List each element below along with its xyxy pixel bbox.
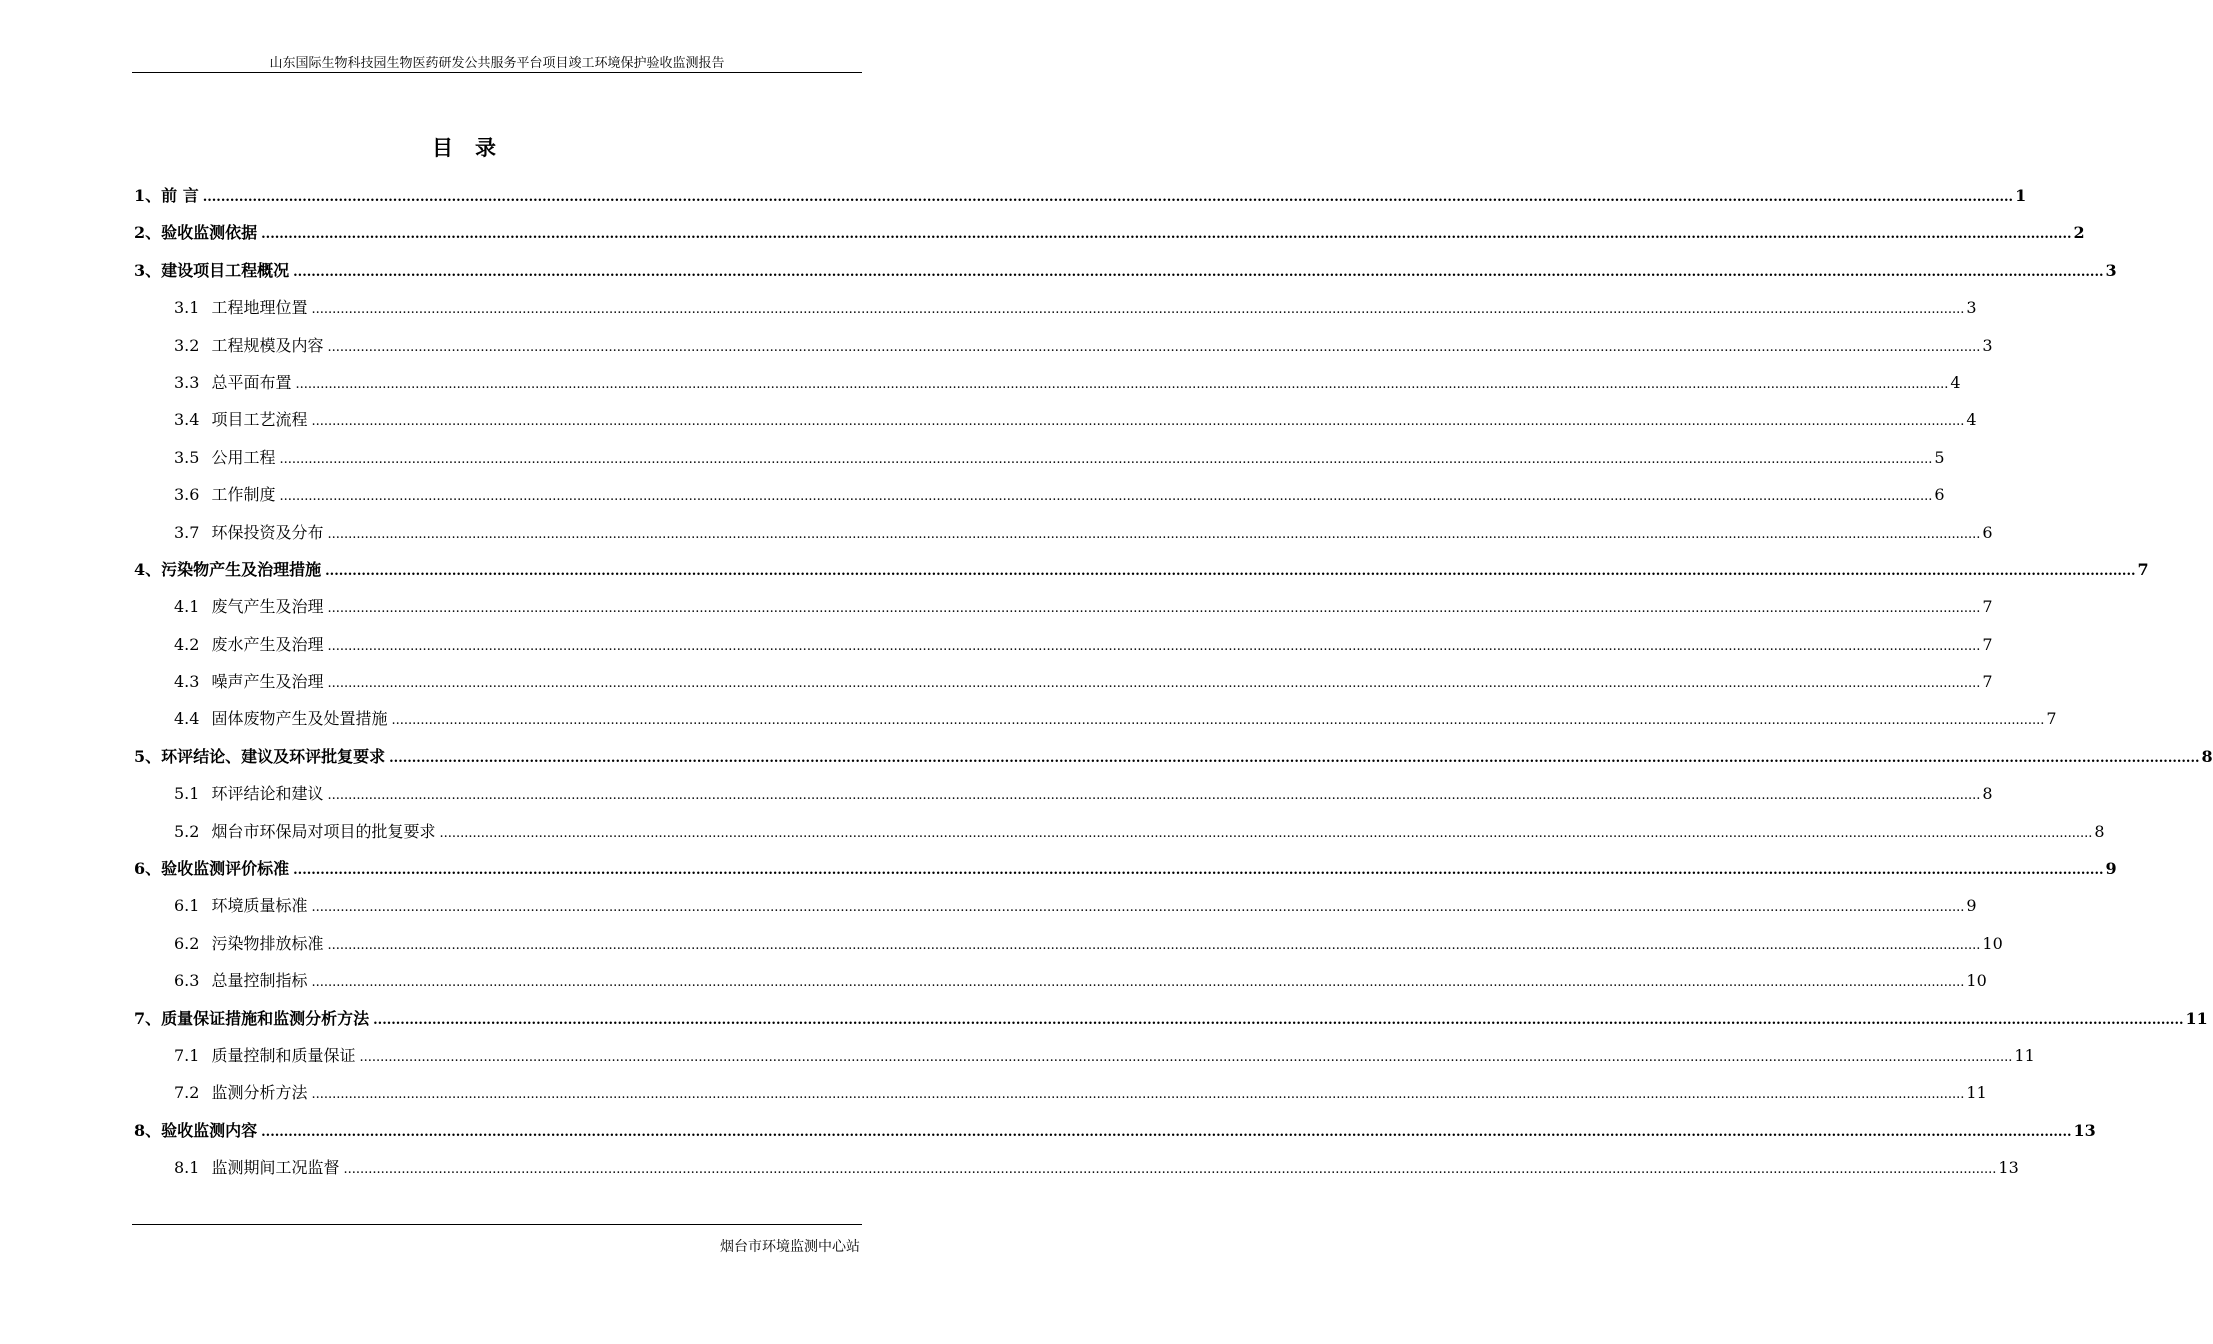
toc-leader-dots: ................................................................................................................................................................................................................................................................................................................................................................................................................ <box>327 638 1981 654</box>
toc-leader-dots: ................................................................................................................................................................................................................................................................................................................................................................................................................ <box>311 414 1965 430</box>
toc-entry-label <box>174 401 311 438</box>
toc-entry-page: 3 <box>2105 260 2117 280</box>
toc-entry-text: 环评结论和建议 <box>211 784 324 804</box>
toc-entry-page: 13 <box>2073 1120 2096 1140</box>
toc-entry-page: 9 <box>1966 896 1977 916</box>
toc-entry-text: 建设项目工程概况 <box>161 260 290 280</box>
toc-entry-page: 11 <box>1966 1083 1987 1103</box>
toc-entry-label <box>174 588 327 625</box>
toc-entry-text: 质量保证措施和监测分析方法 <box>161 1008 370 1028</box>
toc-entry-text: 污染物产生及治理措施 <box>161 559 322 579</box>
toc-entry-label <box>174 1037 359 1074</box>
toc-entry-text: 烟台市环保局对项目的批复要求 <box>211 821 436 841</box>
toc-leader-dots: ................................................................................................................................................................................................................................................................................................................................................................................................................ <box>261 227 2072 243</box>
toc-entry-number: 6.3 <box>174 971 200 991</box>
toc-title: 目录 <box>432 135 518 160</box>
toc-entry-page: 5 <box>1934 447 1945 467</box>
toc-entry[interactable] <box>134 439 1945 476</box>
toc-entry-text: 环境质量标准 <box>211 896 308 916</box>
toc-entry-label <box>134 214 261 251</box>
toc-entry-text: 总平面布置 <box>211 372 292 392</box>
toc-entry-text: 质量控制和质量保证 <box>211 1045 356 1065</box>
toc-leader-dots: ................................................................................................................................................................................................................................................................................................................................................................................................................ <box>327 676 1981 692</box>
toc-entry-number: 6.1 <box>174 896 200 916</box>
toc-entry[interactable] <box>134 962 1987 999</box>
toc-leader-dots: ................................................................................................................................................................................................................................................................................................................................................................................................................ <box>311 900 1965 916</box>
toc-entry-text: 环评结论、建议及环评批复要求 <box>161 746 386 766</box>
toc-entry[interactable] <box>134 177 2027 214</box>
toc-entry-page: 7 <box>1982 672 1993 692</box>
toc-entry-label <box>174 1074 311 1111</box>
toc-entry-label <box>174 887 311 924</box>
toc-entry[interactable] <box>134 476 1945 513</box>
toc-entry-page: 4 <box>1950 372 1961 392</box>
toc-entry-text: 验收监测内容 <box>161 1120 258 1140</box>
toc-entry-label <box>174 327 327 364</box>
toc-entry-page: 13 <box>1998 1158 2019 1178</box>
toc-entry-page: 1 <box>2015 186 2027 205</box>
toc-leader-dots: ................................................................................................................................................................................................................................................................................................................................................................................................................ <box>439 825 2093 841</box>
toc-entry[interactable] <box>134 1074 1987 1111</box>
toc-entry-label <box>174 925 327 962</box>
toc-entry-number: 4.1 <box>174 597 200 617</box>
toc-entry-text: 监测期间工况监督 <box>211 1158 340 1178</box>
toc-entry[interactable] <box>134 887 1977 924</box>
toc-entry-label <box>174 962 311 999</box>
toc-leader-dots: ................................................................................................................................................................................................................................................................................................................................................................................................................ <box>311 302 1965 318</box>
toc-leader-dots: ................................................................................................................................................................................................................................................................................................................................................................................................................ <box>293 264 2104 280</box>
table-of-contents <box>134 177 2213 1187</box>
toc-leader-dots: ................................................................................................................................................................................................................................................................................................................................................................................................................ <box>373 1012 2184 1028</box>
toc-entry-page: 2 <box>2073 223 2085 243</box>
toc-entry-text: 污染物排放标准 <box>211 933 324 953</box>
toc-leader-dots: ................................................................................................................................................................................................................................................................................................................................................................................................................ <box>293 863 2104 879</box>
toc-entry[interactable] <box>134 663 1993 700</box>
toc-leader-dots: ................................................................................................................................................................................................................................................................................................................................................................................................................ <box>295 376 1949 392</box>
toc-entry-text: 工作制度 <box>211 485 276 505</box>
toc-entry-label <box>174 364 295 401</box>
toc-entry-label <box>174 439 279 476</box>
toc-entry-number: 3.7 <box>174 522 200 542</box>
toc-entry-page: 3 <box>1982 335 1993 355</box>
toc-leader-dots: ................................................................................................................................................................................................................................................................................................................................................................................................................ <box>261 1124 2072 1140</box>
toc-entry-page: 7 <box>2046 709 2057 729</box>
toc-leader-dots: ................................................................................................................................................................................................................................................................................................................................................................................................................ <box>325 563 2136 579</box>
footer-rule <box>132 1224 862 1225</box>
toc-entry[interactable] <box>134 289 1977 326</box>
toc-entry-number: 4.4 <box>174 709 200 729</box>
toc-entry-number: 3.1 <box>174 298 200 318</box>
toc-entry[interactable] <box>134 551 2149 588</box>
toc-entry[interactable] <box>134 588 1993 625</box>
toc-leader-dots: ................................................................................................................................................................................................................................................................................................................................................................................................................ <box>359 1049 2013 1065</box>
toc-entry-text: 总量控制指标 <box>211 971 308 991</box>
toc-entry-label <box>134 177 203 214</box>
toc-leader-dots: ................................................................................................................................................................................................................................................................................................................................................................................................................ <box>279 451 1933 467</box>
toc-entry-label <box>134 551 325 588</box>
toc-entry-text: 噪声产生及治理 <box>211 672 324 692</box>
toc-entry-page: 11 <box>2185 1008 2208 1028</box>
toc-entry[interactable] <box>134 813 2105 850</box>
toc-entry-text: 公用工程 <box>211 447 276 467</box>
toc-entry-text: 验收监测评价标准 <box>161 859 290 879</box>
toc-entry-page: 8 <box>2201 746 2213 766</box>
toc-entry-page: 6 <box>1934 485 1945 505</box>
toc-leader-dots: ................................................................................................................................................................................................................................................................................................................................................................................................................ <box>311 975 1965 991</box>
toc-entry-number: 3.5 <box>174 447 200 467</box>
toc-entry-label <box>134 738 389 775</box>
toc-entry-number: 3.6 <box>174 485 200 505</box>
toc-entry-label <box>174 626 327 663</box>
toc-leader-dots: ................................................................................................................................................................................................................................................................................................................................................................................................................ <box>327 937 1981 953</box>
toc-entry-label <box>174 476 279 513</box>
toc-entry-label <box>174 289 311 326</box>
toc-entry-number: 7.2 <box>174 1083 200 1103</box>
toc-leader-dots: ................................................................................................................................................................................................................................................................................................................................................................................................................ <box>327 601 1981 617</box>
toc-entry-label <box>134 252 293 289</box>
toc-entry-label <box>174 514 327 551</box>
toc-entry-text: 验收监测依据 <box>161 223 258 243</box>
toc-entry-number: 4.2 <box>174 634 200 654</box>
toc-entry[interactable] <box>134 700 2057 737</box>
toc-entry-text: 前 言 <box>161 186 199 205</box>
toc-entry-text: 工程规模及内容 <box>211 335 324 355</box>
toc-entry[interactable] <box>134 626 1993 663</box>
toc-entry-number: 3.3 <box>174 372 200 392</box>
toc-leader-dots: ................................................................................................................................................................................................................................................................................................................................................................................................................ <box>311 1087 1965 1103</box>
toc-entry[interactable] <box>134 738 2213 775</box>
toc-entry[interactable] <box>134 327 1993 364</box>
toc-entry[interactable] <box>134 252 2117 289</box>
toc-entry[interactable] <box>134 1037 2035 1074</box>
toc-entry-page: 6 <box>1982 522 1993 542</box>
toc-entry-number: 8.1 <box>174 1158 200 1178</box>
toc-entry-number: 8、 <box>134 1120 162 1140</box>
toc-entry-number: 5.2 <box>174 821 200 841</box>
toc-entry-page: 7 <box>2137 559 2149 579</box>
toc-entry-page: 8 <box>2094 821 2105 841</box>
toc-entry-text: 废水产生及治理 <box>211 634 324 654</box>
toc-entry[interactable] <box>134 850 2117 887</box>
toc-entry[interactable] <box>134 214 2085 251</box>
toc-entry-page: 7 <box>1982 597 1993 617</box>
toc-entry[interactable] <box>134 925 2003 962</box>
toc-leader-dots: ................................................................................................................................................................................................................................................................................................................................................................................................................ <box>279 489 1933 505</box>
toc-leader-dots: ................................................................................................................................................................................................................................................................................................................................................................................................................ <box>202 190 2014 205</box>
toc-entry-page: 3 <box>1966 298 1977 318</box>
toc-entry-page: 9 <box>2105 859 2117 879</box>
toc-leader-dots: ................................................................................................................................................................................................................................................................................................................................................................................................................ <box>343 1162 1997 1178</box>
toc-entry-number: 3、 <box>134 260 162 280</box>
toc-entry-number: 3.4 <box>174 410 200 430</box>
toc-entry-page: 7 <box>1982 634 1993 654</box>
toc-entry-label <box>174 1149 343 1186</box>
toc-entry-text: 固体废物产生及处置措施 <box>211 709 388 729</box>
toc-entry-page: 10 <box>1982 933 2003 953</box>
header-rule <box>132 72 862 73</box>
toc-entry[interactable] <box>134 401 1977 438</box>
toc-entry[interactable] <box>134 364 1961 401</box>
toc-entry-number: 1、 <box>134 186 162 205</box>
toc-entry-page: 10 <box>1966 971 1987 991</box>
toc-entry-label <box>174 775 327 812</box>
toc-entry-number: 5.1 <box>174 784 200 804</box>
toc-entry-number: 5、 <box>134 746 162 766</box>
toc-entry-number: 4.3 <box>174 672 200 692</box>
toc-entry-label <box>134 1000 373 1037</box>
toc-entry-text: 工程地理位置 <box>211 298 308 318</box>
toc-entry-number: 4、 <box>134 559 162 579</box>
toc-entry[interactable] <box>134 775 1993 812</box>
toc-entry-number: 7、 <box>134 1008 162 1028</box>
toc-entry-page: 4 <box>1966 410 1977 430</box>
toc-entry[interactable] <box>134 1000 2208 1037</box>
toc-entry-text: 环保投资及分布 <box>211 522 324 542</box>
toc-leader-dots: ................................................................................................................................................................................................................................................................................................................................................................................................................ <box>389 750 2200 766</box>
toc-entry-number: 3.2 <box>174 335 200 355</box>
toc-entry-label <box>174 663 327 700</box>
toc-entry[interactable] <box>134 514 1993 551</box>
toc-leader-dots: ................................................................................................................................................................................................................................................................................................................................................................................................................ <box>327 526 1981 542</box>
toc-entry-text: 项目工艺流程 <box>211 410 308 430</box>
toc-entry-number: 7.1 <box>174 1045 200 1065</box>
toc-leader-dots: ................................................................................................................................................................................................................................................................................................................................................................................................................ <box>391 713 2045 729</box>
toc-entry-page: 11 <box>2014 1045 2035 1065</box>
page-footer: 烟台市环境监测中心站 <box>720 1239 860 1255</box>
page-header: 山东国际生物科技园生物医药研发公共服务平台项目竣工环境保护验收监测报告 <box>269 56 725 71</box>
toc-entry[interactable] <box>134 1149 2019 1186</box>
toc-entry-label <box>134 850 293 887</box>
toc-entry-number: 6、 <box>134 859 162 879</box>
toc-entry-label <box>174 700 391 737</box>
toc-entry-number: 6.2 <box>174 933 200 953</box>
toc-entry-text: 废气产生及治理 <box>211 597 324 617</box>
toc-entry[interactable] <box>134 1112 2096 1149</box>
toc-leader-dots: ................................................................................................................................................................................................................................................................................................................................................................................................................ <box>327 788 1981 804</box>
toc-entry-page: 8 <box>1982 784 1993 804</box>
toc-entry-text: 监测分析方法 <box>211 1083 308 1103</box>
toc-entry-number: 2、 <box>134 223 162 243</box>
toc-entry-label <box>134 1112 261 1149</box>
toc-leader-dots: ................................................................................................................................................................................................................................................................................................................................................................................................................ <box>327 339 1981 355</box>
toc-entry-label <box>174 813 439 850</box>
